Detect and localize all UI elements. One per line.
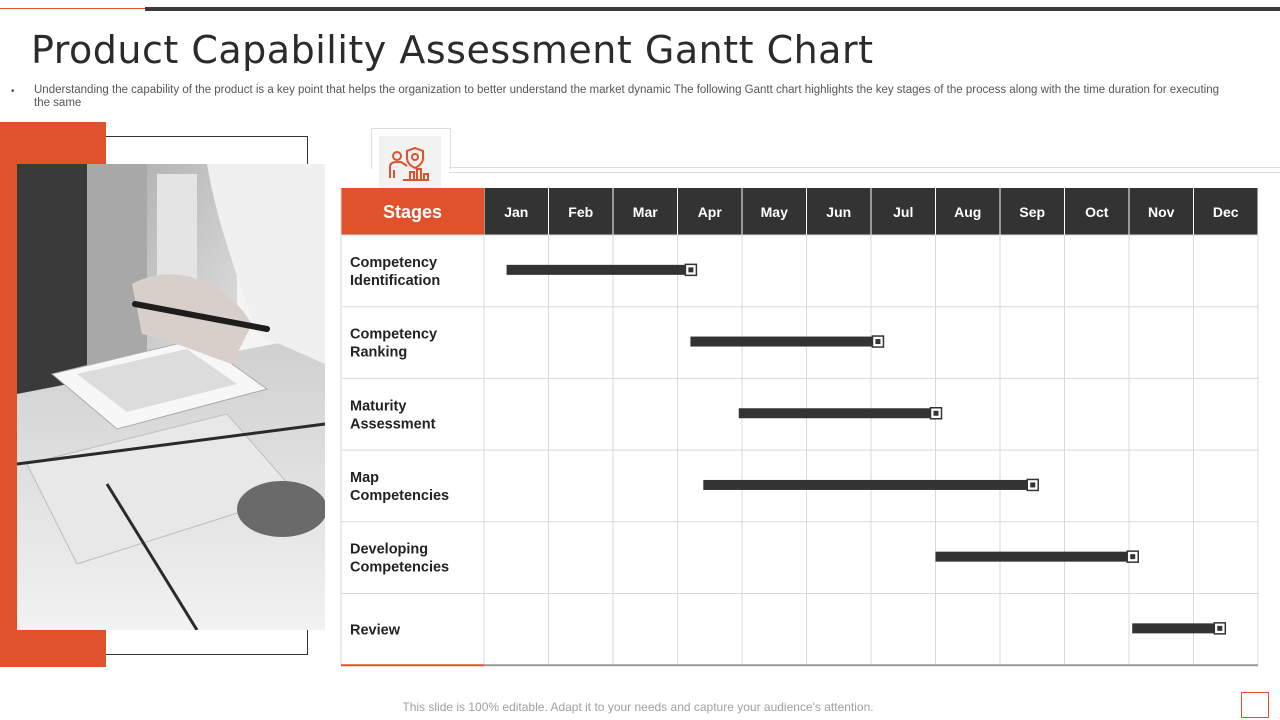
month-label: Aug xyxy=(954,204,982,220)
task-end-marker-dot xyxy=(688,267,693,272)
stage-label: Competencies xyxy=(350,487,450,504)
task-end-marker-dot xyxy=(1130,554,1135,559)
month-label: Nov xyxy=(1148,204,1175,220)
task-bar xyxy=(1132,623,1219,633)
stage-label: Review xyxy=(350,622,400,639)
task-end-marker-dot xyxy=(875,339,880,344)
task-end-marker-dot xyxy=(1030,482,1035,487)
stage-label: Competencies xyxy=(350,559,450,576)
task-end-marker-dot xyxy=(1217,626,1222,631)
page-title: Product Capability Assessment Gantt Chart xyxy=(31,28,874,72)
month-label: Dec xyxy=(1212,204,1239,220)
stage-label: Assessment xyxy=(350,416,436,433)
task-end-marker-dot xyxy=(934,411,939,416)
stage-label: Map xyxy=(350,469,379,486)
month-label: Jul xyxy=(893,204,914,220)
bullet-marker: • xyxy=(11,86,15,97)
footer-note: This slide is 100% editable. Adapt it to your needs and capture your audience's attention. xyxy=(402,700,874,714)
task-bar xyxy=(936,552,1133,562)
stage-label: Identification xyxy=(350,272,441,289)
month-label: Apr xyxy=(697,204,722,220)
month-label: Oct xyxy=(1085,204,1109,220)
task-bar xyxy=(507,265,691,275)
month-label: May xyxy=(760,204,788,220)
month-label: Feb xyxy=(568,204,594,220)
stages-header-label: Stages xyxy=(382,202,443,222)
stage-label: Competency xyxy=(350,254,438,271)
stage-label: Developing xyxy=(350,541,429,558)
month-label: Mar xyxy=(632,204,658,220)
task-bar xyxy=(703,480,1032,490)
month-label: Sep xyxy=(1019,204,1046,220)
month-label: Jun xyxy=(826,204,852,220)
stage-label: Maturity xyxy=(350,398,407,415)
page-description: Understanding the capability of the product is a key point that helps the organization to better understand the market dynamic The following Gantt chart highlights the key stages of the process along with the time duration for executing the same xyxy=(34,84,1219,109)
corner-box xyxy=(1241,692,1269,718)
stage-label: Competency xyxy=(350,326,438,343)
task-bar xyxy=(739,408,936,418)
stage-label: Ranking xyxy=(350,344,408,361)
task-bar xyxy=(690,337,877,347)
month-label: Jan xyxy=(504,204,529,220)
